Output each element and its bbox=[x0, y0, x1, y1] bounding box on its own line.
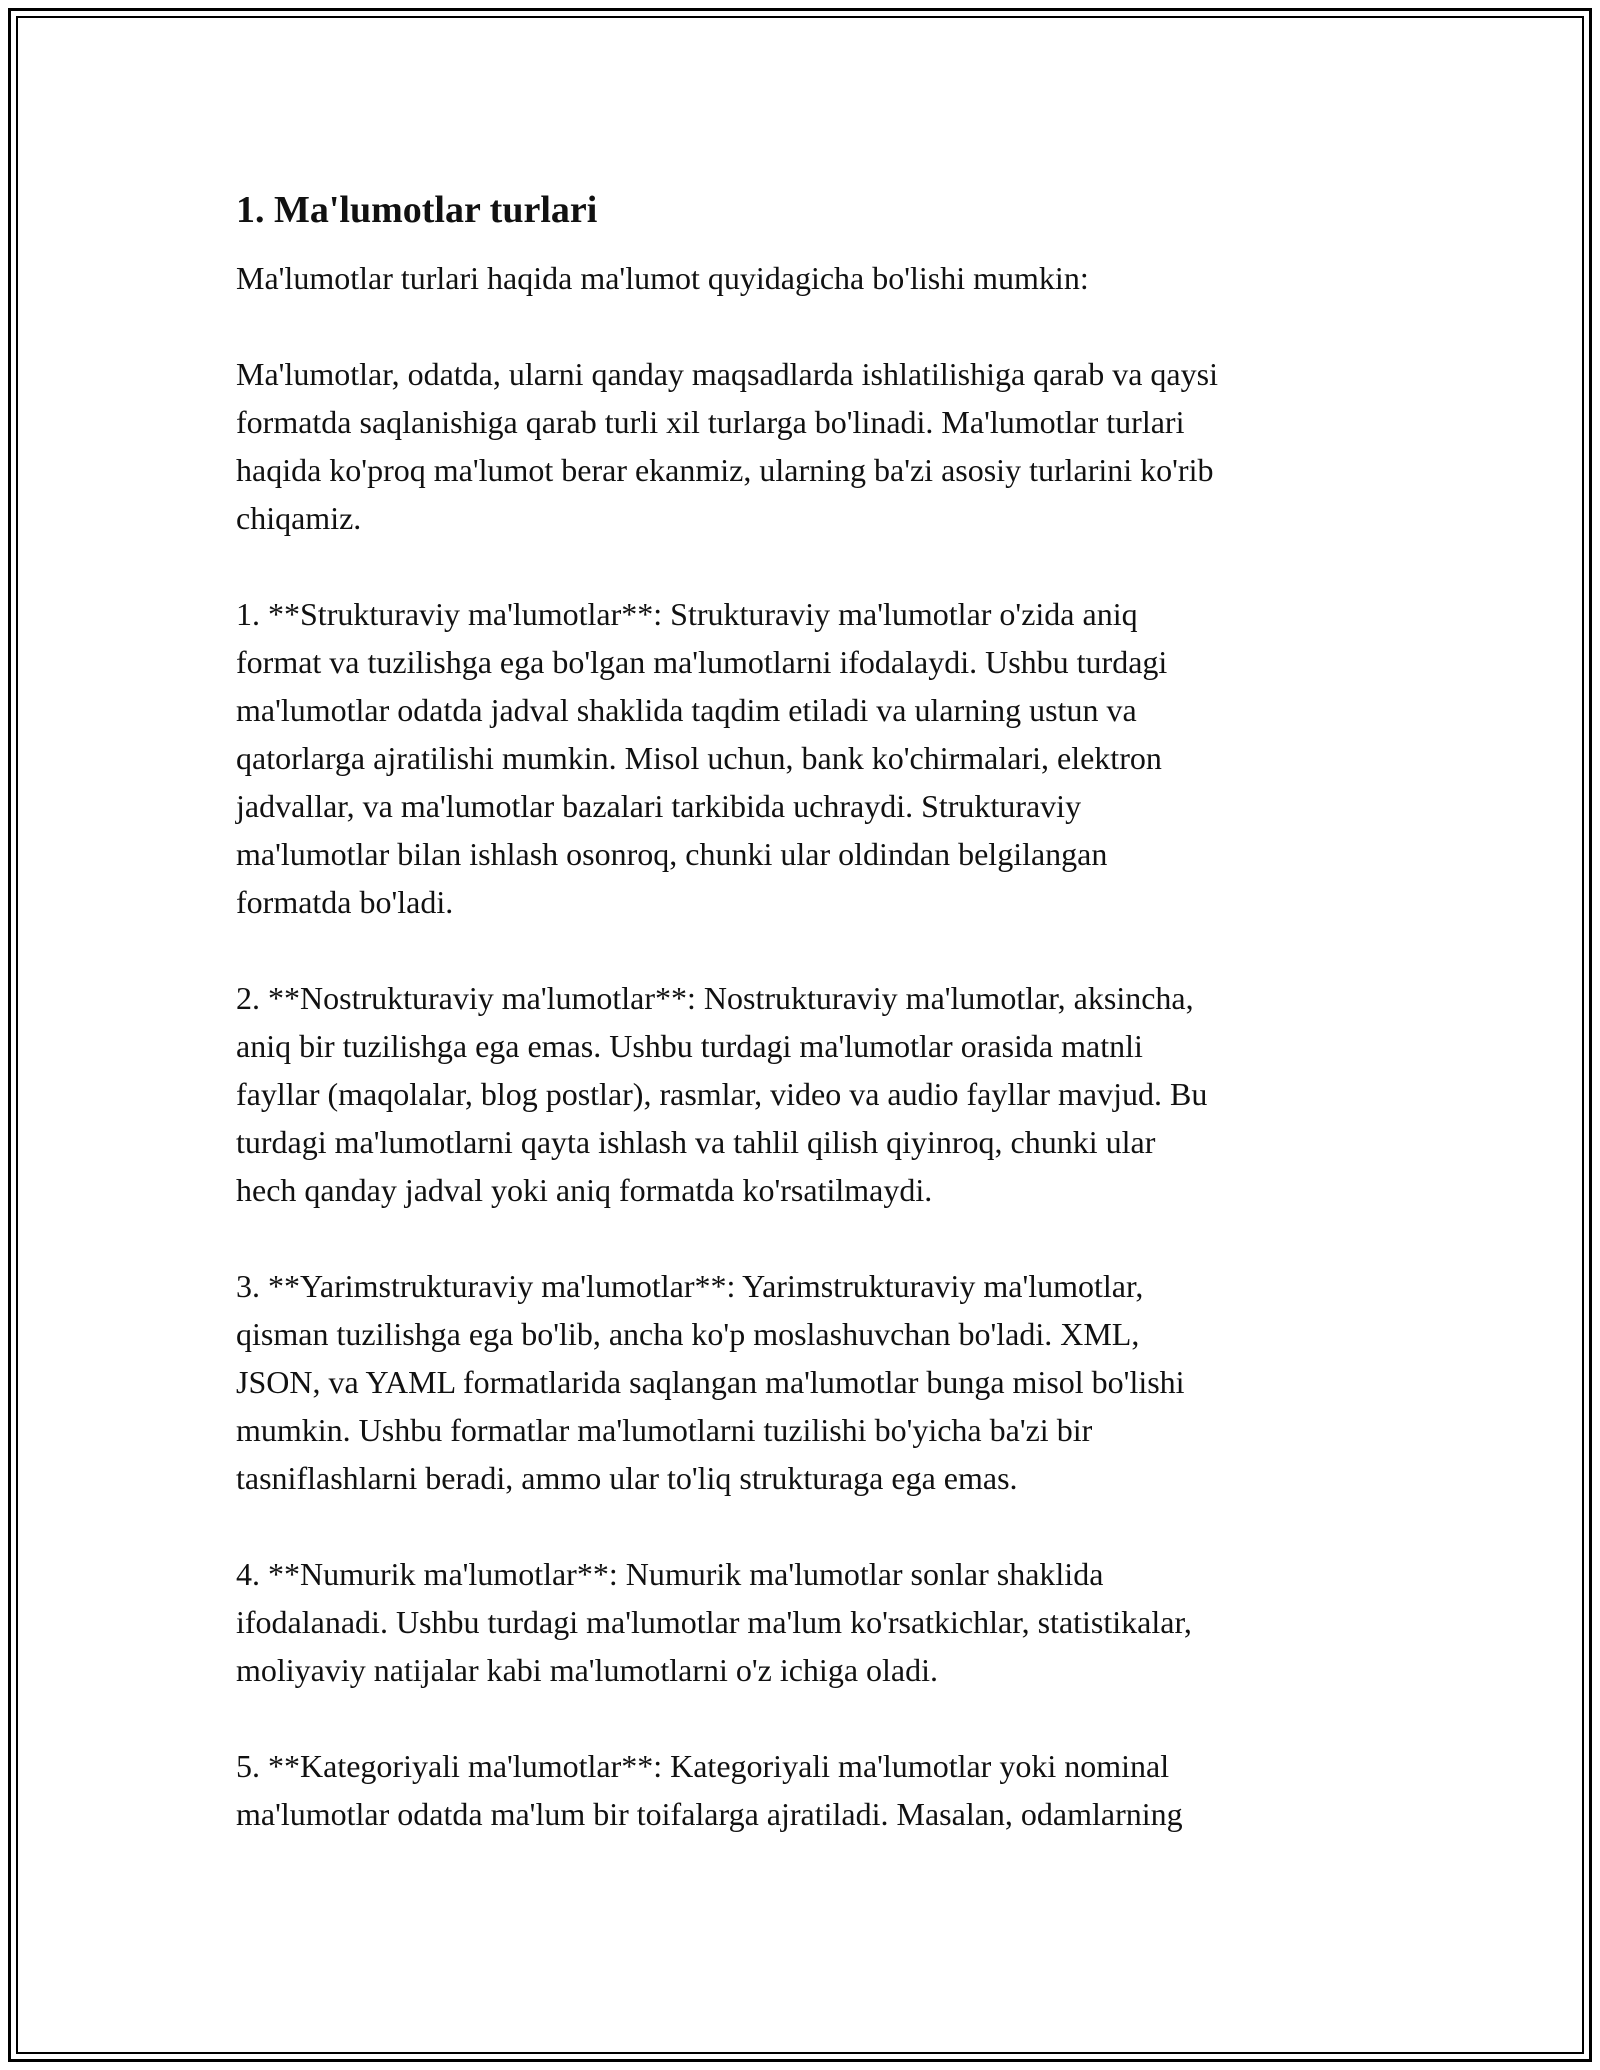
structured-data-paragraph: 1. **Strukturaviy ma'lumotlar**: Strukturaviy ma'lumotlar o'zida aniq format va tuzilishga ega bo'lgan ma'lumotlarni ifodalaydi. Ushbu turdagi ma'lumotlar odatda jadval shaklida taqdim etiladi va ularning ustun va qatorlarga ajratilishi mumkin. Misol uchun, bank ko'chirmalari, elektron jadvallar, va ma'lumotlar bazalari tarkibida uchraydi. Strukturaviy ma'lumotlar bilan ishlash osonroq, chunki ular oldindan belgilangan formatda bo'ladi. bbox=[236, 596, 1168, 920]
unstructured-data-paragraph: 2. **Nostrukturaviy ma'lumotlar**: Nostrukturaviy ma'lumotlar, aksincha, aniq bir tuzilishga ega emas. Ushbu turdagi ma'lumotlar orasida matnli fayllar (maqolalar, blog postlar), rasmlar, video va audio fayllar mavjud. Bu turdagi ma'lumotlarni qayta ishlash va tahlil qilish qiyinroq, chunki ular hech qanday jadval yoki aniq formatda ko'rsatilmaydi. bbox=[236, 980, 1208, 1208]
overview-paragraph: Ma'lumotlar, odatda, ularni qanday maqsadlarda ishlatilishiga qarab va qaysi formatda saqlanishiga qarab turli xil turlarga bo'linadi. Ma'lumotlar turlari haqida ko'proq ma'lumot berar ekanmiz, ularning ba'zi asosiy turlarini ko'rib chiqamiz. bbox=[236, 356, 1218, 536]
semistructured-data-paragraph: 3. **Yarimstrukturaviy ma'lumotlar**: Yarimstrukturaviy ma'lumotlar, qisman tuzilishga ega bo'lib, ancha ko'p moslashuvchan bo'ladi. XML, JSON, va YAML formatlarida saqlangan ma'lumotlar bunga misol bo'lishi mumkin. Ushbu formatlar ma'lumotlarni tuzilishi bo'yicha ba'zi bir tasniflashlarni beradi, ammo ular to'liq strukturaga ega emas. bbox=[236, 1268, 1185, 1496]
intro-paragraph: Ma'lumotlar turlari haqida ma'lumot quyidagicha bo'lishi mumkin: bbox=[236, 260, 1089, 296]
categorical-data-paragraph: 5. **Kategoriyali ma'lumotlar**: Kategoriyali ma'lumotlar yoki nominal ma'lumotlar odatda ma'lum bir toifalarga ajratiladi. Masalan, odamlarning bbox=[236, 1748, 1183, 1832]
numeric-data-paragraph: 4. **Numurik ma'lumotlar**: Numurik ma'lumotlar sonlar shaklida ifodalanadi. Ushbu turdagi ma'lumotlar ma'lum ko'rsatkichlar, statistikalar, moliyaviy natijalar kabi ma'lumotlarni o'z ichiga oladi. bbox=[236, 1556, 1192, 1688]
section-heading: 1. Ma'lumotlar turlari bbox=[236, 189, 598, 231]
document-body bbox=[236, 186, 1376, 1886]
